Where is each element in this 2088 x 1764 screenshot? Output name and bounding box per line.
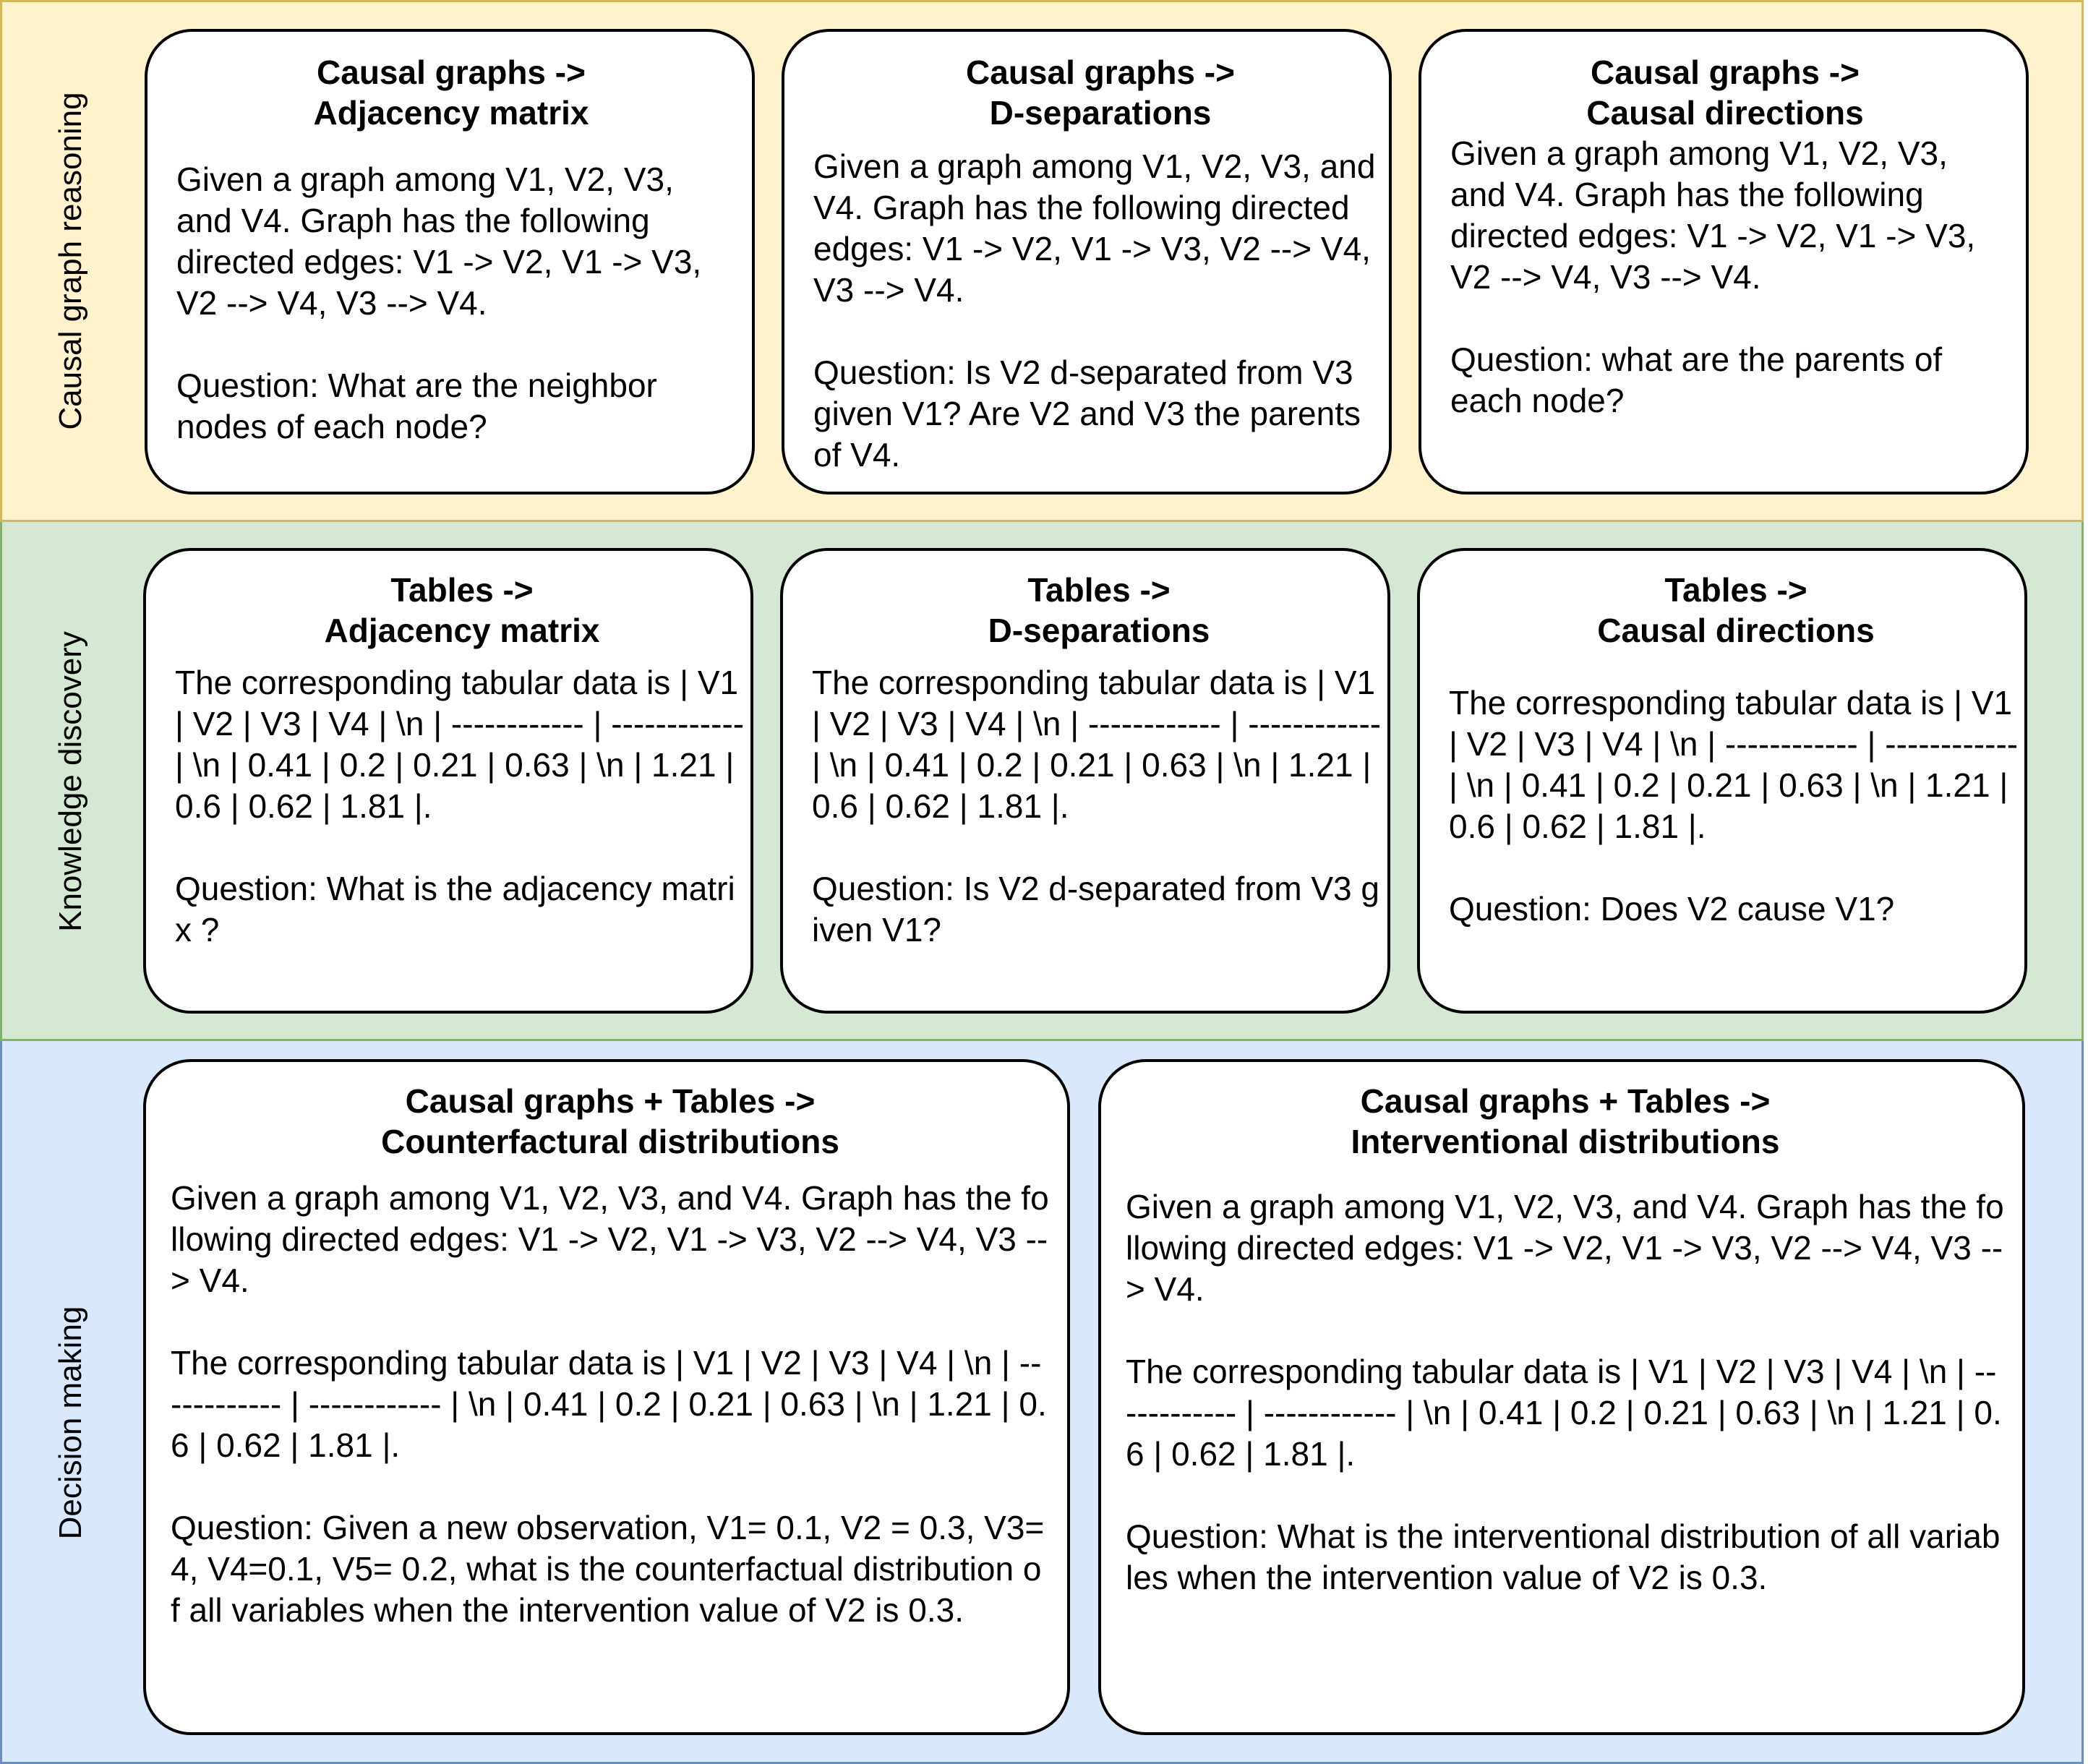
card-causal-graphs-causal-directions <box>1419 29 2029 494</box>
card-title <box>1450 52 2000 133</box>
card-title-line-2: D-separations <box>989 94 1212 132</box>
knowledge-discovery-label: Knowledge discovery <box>53 631 88 932</box>
card-title-line-2: Causal directions <box>1597 612 1875 649</box>
card-title-line-2: Adjacency matrix <box>324 612 600 649</box>
card-title-line-2: D-separations <box>988 612 1210 649</box>
card-interventional-distributions <box>1098 1059 2025 1735</box>
card-causal-graphs-adjacency-matrix <box>145 29 755 494</box>
card-title <box>171 1081 1050 1162</box>
card-title-line-1: Tables -> <box>1027 571 1171 609</box>
card-tables-adjacency-matrix <box>143 548 753 1014</box>
card-causal-graphs-d-separations <box>782 29 1392 494</box>
card-title-line-1: Causal graphs + Tables -> <box>1360 1082 1771 1120</box>
card-body: Given a graph among V1, V2, V3, and V4. Graph has the following directed edges: V1 -> V2, V1 -> V3, V2 --> V4, V3 --> V4. Question: What are the neighbor nodes of each node? <box>176 160 702 445</box>
card-tables-d-separations <box>780 548 1390 1014</box>
card-title-line-1: Causal graphs -> <box>966 53 1235 91</box>
card-title <box>812 570 1386 651</box>
card-counterfactual-distributions <box>143 1059 1070 1735</box>
card-title <box>176 52 726 133</box>
card-title <box>813 52 1387 133</box>
card-title-line-2: Adjacency matrix <box>313 94 589 132</box>
causal-graph-reasoning-label: Causal graph reasoning <box>53 92 88 430</box>
card-body: Given a graph among V1, V2, V3, and V4. Graph has the following directed edges: V1 -> V2, V1 -> V3, V2 --> V4, V3 --> V4. Question: what are the parents of each node? <box>1450 134 1976 419</box>
card-body: The corresponding tabular data is | V1 | V2 | V3 | V4 | \n | ------------ | ------------ | \n | 0.41 | 0.2 | 0.21 | 0.63 | \n | 1.21 | 0.6 | 0.62 | 1.81 |. Question: What is the adjacency matrix ? <box>175 664 745 949</box>
card-body: The corresponding tabular data is | V1 | V2 | V3 | V4 | \n | ------------ | ------------ | \n | 0.41 | 0.2 | 0.21 | 0.63 | \n | 1.21 | 0.6 | 0.62 | 1.81 |. Question: Does V2 cause V1? <box>1449 684 2019 928</box>
card-title-line-1: Causal graphs -> <box>317 53 586 91</box>
card-body: The corresponding tabular data is | V1 | V2 | V3 | V4 | \n | ------------ | ------------ | \n | 0.41 | 0.2 | 0.21 | 0.63 | \n | 1.21 | 0.6 | 0.62 | 1.81 |. Question: Is V2 d-separated from V3 given V1? <box>812 664 1382 949</box>
card-title-line-2: Interventional distributions <box>1351 1123 1780 1160</box>
card-title-line-1: Tables -> <box>390 571 534 609</box>
card-title-line-1: Causal graphs + Tables -> <box>405 1082 816 1120</box>
card-title-line-1: Causal graphs -> <box>1591 53 1860 91</box>
card-title <box>175 570 749 651</box>
card-body: Given a graph among V1, V2, V3, and V4. Graph has the following directed edges: V1 -> V2, V1 -> V3, V2 --> V4, V3 --> V4. The corresponding tabular data is | V1 | V2 | V3 | V4 | \n | ------------ | ------------ | \n | 0.41 | 0.2 | 0.21 | 0.63 | \n | 1.21 | 0.6 | 0.62 | 1.81 |. Question: What is the interventional distribution of all variables when the intervention value of V2 is 0.3. <box>1126 1188 2004 1596</box>
card-body: Given a graph among V1, V2, V3, and V4. Graph has the following directed edges: V1 -> V2, V1 -> V3, V2 --> V4, V3 --> V4. The corresponding tabular data is | V1 | V2 | V3 | V4 | \n | ------------ | ------------ | \n | 0.41 | 0.2 | 0.21 | 0.63 | \n | 1.21 | 0.6 | 0.62 | 1.81 |. Question: Given a new observation, V1= 0.1, V2 = 0.3, V3=4, V4=0.1, V5= 0.2, what is the counterfactual distribution of all variables when the intervention value of V2 is 0.3. <box>171 1179 1049 1629</box>
card-title-line-2: Counterfactural distributions <box>381 1123 839 1160</box>
card-title-line-1: Tables -> <box>1664 571 1807 609</box>
card-title <box>1126 1081 2005 1162</box>
decision-making-label: Decision making <box>53 1306 88 1540</box>
card-body: Given a graph among V1, V2, V3, and V4. Graph has the following directed edges: V1 -> V2, V1 -> V3, V2 --> V4, V3 --> V4. Question: Is V2 d-separated from V3 given V1? Are V2 and V3 the parents of V4. <box>813 147 1376 474</box>
card-tables-causal-directions <box>1417 548 2027 1014</box>
card-title <box>1449 570 2023 651</box>
card-title-line-2: Causal directions <box>1586 94 1864 132</box>
